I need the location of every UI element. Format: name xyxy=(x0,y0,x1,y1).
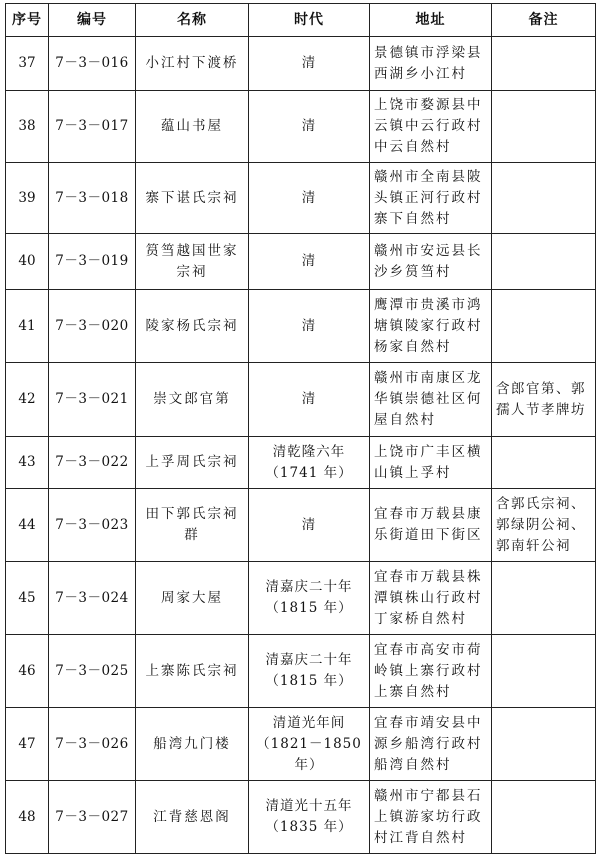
row-note xyxy=(492,635,596,708)
row-era xyxy=(249,489,370,562)
row-index: 41 xyxy=(6,290,49,363)
heritage-table xyxy=(5,3,596,854)
row-era-line: 清 xyxy=(301,189,317,206)
row-code: 7－3－020 xyxy=(49,290,136,363)
row-note xyxy=(492,708,596,781)
row-note xyxy=(492,562,596,635)
row-era-line: （1815 年） xyxy=(265,673,353,689)
row-name-line: 筼筜越国世家 xyxy=(145,242,239,259)
row-code: 7－3－025 xyxy=(49,635,136,708)
row-note xyxy=(492,363,596,437)
row-name-line: 上寨陈氏宗祠 xyxy=(145,662,239,679)
row-name xyxy=(136,363,249,437)
row-address xyxy=(370,635,492,708)
row-index: 43 xyxy=(6,437,49,489)
row-code: 7－3－027 xyxy=(49,781,136,854)
row-era-line: 清道光十五年 xyxy=(265,798,353,814)
row-name xyxy=(136,234,249,290)
row-name xyxy=(136,290,249,363)
row-address-line: 西湖乡小江村 xyxy=(374,65,467,82)
row-index: 38 xyxy=(6,91,49,163)
row-index: 44 xyxy=(6,489,49,562)
row-name xyxy=(136,635,249,708)
row-address-line: 头镇正河行政村 xyxy=(374,189,483,206)
row-era-line: （1835 年） xyxy=(265,819,353,835)
row-address-line: 赣州市安远县长 xyxy=(374,242,483,259)
row-era-line: 清 xyxy=(301,253,317,269)
row-name-line: 小江村下渡桥 xyxy=(145,55,239,71)
row-address-line: 塘镇陵家行政村 xyxy=(374,317,483,334)
row-name xyxy=(136,163,249,234)
row-address xyxy=(370,708,492,781)
row-address-line: 宜春市高安市荷 xyxy=(374,641,483,658)
row-code: 7－3－016 xyxy=(49,37,136,91)
row-name-line: 上孚周氏宗祠 xyxy=(145,454,239,470)
row-address-line: 云镇中云行政村 xyxy=(374,118,483,134)
row-code: 7－3－026 xyxy=(49,708,136,781)
row-address-line: 沙乡筼筜村 xyxy=(374,263,452,280)
header-note: 备注 xyxy=(492,4,596,37)
row-address xyxy=(370,562,492,635)
row-name xyxy=(136,562,249,635)
row-code: 7－3－023 xyxy=(49,489,136,562)
row-era-line: 清乾隆六年 xyxy=(272,443,346,460)
header-code: 编号 xyxy=(49,4,136,37)
row-address-line: 赣州市全南县陂 xyxy=(374,168,483,185)
row-era-line: 清 xyxy=(301,55,317,71)
row-name xyxy=(136,437,249,489)
table-row xyxy=(6,290,596,363)
row-name-line: 周家大屋 xyxy=(161,589,223,606)
row-note xyxy=(492,781,596,854)
row-note-line: 含郎官第、郭 xyxy=(496,380,586,397)
row-code: 7－3－017 xyxy=(49,91,136,163)
row-era xyxy=(249,708,370,781)
table-row xyxy=(6,781,596,854)
table-row xyxy=(6,234,596,290)
row-address xyxy=(370,363,492,437)
table-header-row xyxy=(6,4,596,37)
row-address-line: 源乡船湾行政村 xyxy=(374,735,483,752)
row-index: 37 xyxy=(6,37,49,91)
row-era xyxy=(249,91,370,163)
row-era xyxy=(249,234,370,290)
row-era-line: 清 xyxy=(301,118,317,134)
row-address xyxy=(370,234,492,290)
row-code: 7－3－024 xyxy=(49,562,136,635)
row-address xyxy=(370,437,492,489)
row-address-line: 赣州市南康区龙 xyxy=(374,370,483,386)
row-era xyxy=(249,635,370,708)
row-note xyxy=(492,163,596,234)
row-index: 42 xyxy=(6,363,49,437)
table-row xyxy=(6,37,596,91)
row-note xyxy=(492,437,596,489)
row-address-line: 华镇崇德社区何 xyxy=(374,391,483,407)
row-address-line: 上饶市婺源县中 xyxy=(374,97,483,113)
table-row xyxy=(6,91,596,163)
row-era xyxy=(249,562,370,635)
row-address-line: 中云自然村 xyxy=(374,139,452,155)
row-name-line: 船湾九门楼 xyxy=(153,735,231,752)
row-note xyxy=(492,290,596,363)
row-era xyxy=(249,290,370,363)
row-name-line: 宗祠 xyxy=(176,263,208,280)
row-era-line: 清嘉庆二十年 xyxy=(265,652,353,668)
row-note-line: 郭绿阴公祠、 xyxy=(496,516,586,533)
row-era-line: （1821－1850 年） xyxy=(256,735,362,773)
row-name-line: 田下郭氏宗祠群 xyxy=(145,506,239,543)
row-address-line: 丁家桥自然村 xyxy=(374,610,467,627)
row-address xyxy=(370,163,492,234)
row-address-line: 宜春市靖安县中 xyxy=(374,714,483,731)
row-era-line: （1741 年） xyxy=(265,464,353,481)
row-note-line: 孺人节孝牌坊 xyxy=(496,401,586,418)
row-index: 46 xyxy=(6,635,49,708)
row-address-line: 景德镇市浮梁县 xyxy=(374,44,483,61)
row-note-line: 含郭氏宗祠、 xyxy=(496,495,586,512)
row-era-line: （1815 年） xyxy=(265,600,353,616)
row-address-line: 山镇上孚村 xyxy=(374,464,452,481)
row-address-line: 船湾自然村 xyxy=(374,756,452,773)
row-name-line: 崇文郎官第 xyxy=(153,391,231,407)
row-index: 40 xyxy=(6,234,49,290)
row-address-line: 寨下自然村 xyxy=(374,210,452,227)
row-code: 7－3－018 xyxy=(49,163,136,234)
row-address xyxy=(370,37,492,91)
table-body xyxy=(6,37,596,854)
row-code: 7－3－022 xyxy=(49,437,136,489)
row-name xyxy=(136,781,249,854)
row-name xyxy=(136,489,249,562)
row-address-line: 宜春市万载县株 xyxy=(374,568,483,585)
table-row xyxy=(6,363,596,437)
row-era xyxy=(249,363,370,437)
header-index: 序号 xyxy=(6,4,49,37)
row-address xyxy=(370,91,492,163)
row-index: 39 xyxy=(6,163,49,234)
row-address-line: 乐街道田下街区 xyxy=(374,527,483,543)
row-address xyxy=(370,290,492,363)
row-address-line: 宜春市万载县康 xyxy=(374,506,483,522)
row-name-line: 寨下谌氏宗祠 xyxy=(145,189,239,206)
row-era-line: 清 xyxy=(301,516,317,533)
table-row xyxy=(6,163,596,234)
row-era-line: 清 xyxy=(301,317,317,334)
header-address: 地址 xyxy=(370,4,492,37)
row-name xyxy=(136,37,249,91)
row-code: 7－3－019 xyxy=(49,234,136,290)
row-name xyxy=(136,91,249,163)
row-note xyxy=(492,91,596,163)
row-address xyxy=(370,489,492,562)
row-address xyxy=(370,781,492,854)
row-address-line: 上饶市广丰区横 xyxy=(374,443,483,460)
row-address-line: 上镇游家坊行政 xyxy=(374,808,483,825)
row-name-line: 蕴山书屋 xyxy=(161,118,223,134)
row-era xyxy=(249,163,370,234)
row-era-line: 清 xyxy=(301,391,317,407)
table-row xyxy=(6,708,596,781)
header-era: 时代 xyxy=(249,4,370,37)
row-index: 47 xyxy=(6,708,49,781)
row-index: 45 xyxy=(6,562,49,635)
row-address-line: 屋自然村 xyxy=(374,412,436,428)
table-row xyxy=(6,562,596,635)
row-address-line: 鹰潭市贵溪市鸿 xyxy=(374,296,483,313)
row-name-line: 江背慈恩阁 xyxy=(153,808,231,825)
row-index: 48 xyxy=(6,781,49,854)
row-note xyxy=(492,489,596,562)
header-name: 名称 xyxy=(136,4,249,37)
table-row xyxy=(6,635,596,708)
row-address-line: 赣州市宁都县石 xyxy=(374,787,483,804)
row-era xyxy=(249,781,370,854)
table-row xyxy=(6,437,596,489)
table-row xyxy=(6,489,596,562)
row-era-line: 清道光年间 xyxy=(272,714,346,731)
row-note xyxy=(492,234,596,290)
row-address-line: 岭镇上寨行政村 xyxy=(374,662,483,679)
row-note xyxy=(492,37,596,91)
row-address-line: 上寨自然村 xyxy=(374,683,452,700)
row-code: 7－3－021 xyxy=(49,363,136,437)
row-era xyxy=(249,37,370,91)
row-era xyxy=(249,437,370,489)
row-name xyxy=(136,708,249,781)
row-name-line: 陵家杨氏宗祠 xyxy=(145,317,239,334)
row-note-line: 郭南轩公祠 xyxy=(496,537,571,554)
row-era-line: 清嘉庆二十年 xyxy=(265,579,353,595)
row-address-line: 村江背自然村 xyxy=(374,829,467,846)
row-address-line: 潭镇株山行政村 xyxy=(374,589,483,606)
row-address-line: 杨家自然村 xyxy=(374,338,452,355)
